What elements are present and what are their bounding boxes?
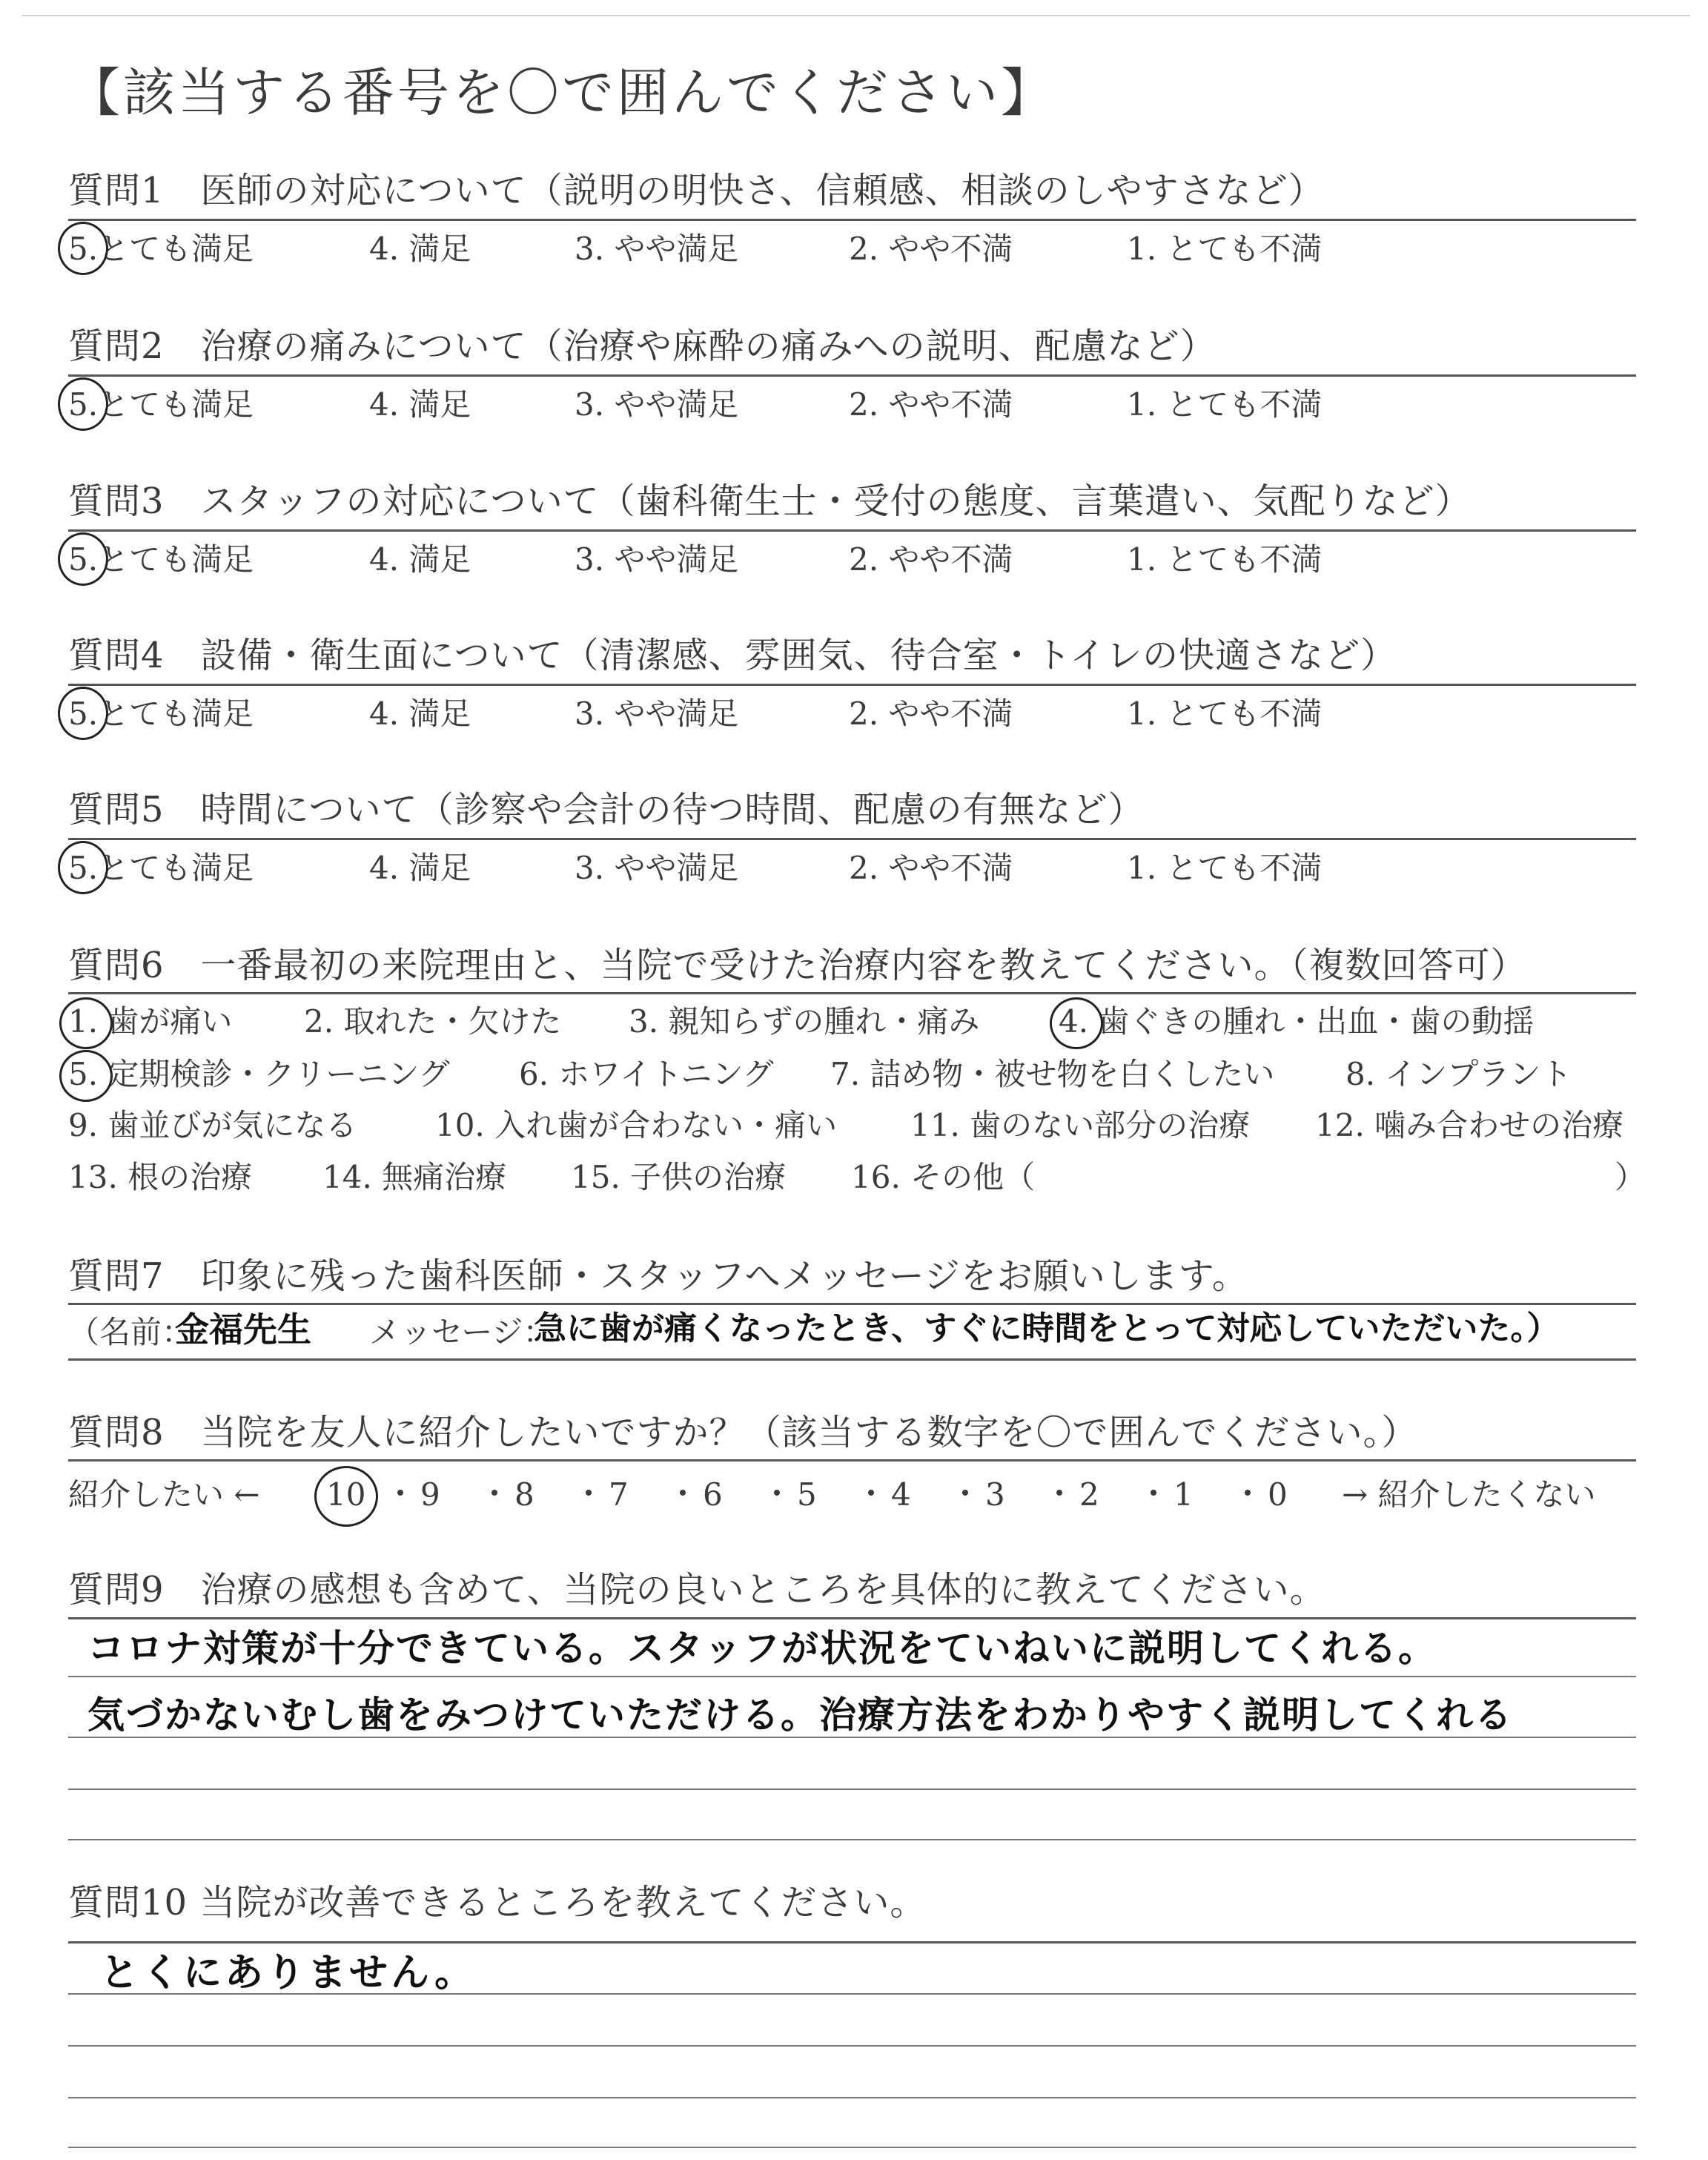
page-title: 【該当する番号を〇で囲んでください】 bbox=[68, 62, 1056, 123]
q8-right-label: → 紹介したくない bbox=[1342, 1476, 1596, 1513]
q7-name-value[interactable]: 金福先生 bbox=[175, 1309, 311, 1350]
q9-writing-line-4 bbox=[68, 1839, 1636, 1840]
q5-option-2[interactable]: 2. やや不満 bbox=[849, 850, 1013, 886]
q8-scale-3[interactable]: 3 bbox=[985, 1476, 1005, 1513]
q8-scale-4[interactable]: 4 bbox=[891, 1476, 911, 1513]
q6-option-14[interactable]: 14. 無痛治療 bbox=[322, 1159, 507, 1195]
q8-selection-circle bbox=[314, 1466, 378, 1527]
q1-option-3[interactable]: 3. やや満足 bbox=[575, 231, 739, 267]
q8-scale-7[interactable]: 7 bbox=[609, 1476, 629, 1513]
q6-option-10[interactable]: 10. 入れ歯が合わない・痛い bbox=[435, 1107, 838, 1143]
q3-option-1[interactable]: 1. とても不満 bbox=[1127, 541, 1323, 578]
q5-selection-circle bbox=[58, 841, 108, 894]
q6-option-9[interactable]: 9. 歯並びが気になる bbox=[68, 1107, 357, 1143]
q8-scale-1[interactable]: 1 bbox=[1174, 1476, 1194, 1513]
q6-option-6[interactable]: 6. ホワイトニング bbox=[519, 1056, 774, 1092]
q1-option-4[interactable]: 4. 満足 bbox=[369, 231, 471, 267]
q3-option-3[interactable]: 3. やや満足 bbox=[575, 541, 739, 578]
q3-selection-circle bbox=[58, 532, 108, 586]
q3-label: 質問3 スタッフの対応について（歯科衛生士・受付の態度、言葉遣い、気配りなど） bbox=[68, 480, 1472, 522]
q1-option-2[interactable]: 2. やや不満 bbox=[849, 231, 1013, 267]
q7-message-value[interactable]: 急に歯が痛くなったとき、すぐに時間をとって対応していただいた。） bbox=[534, 1309, 1560, 1347]
q8-scale-separator bbox=[868, 1490, 874, 1496]
q6-option-3[interactable]: 3. 親知らずの腫れ・痛み bbox=[629, 1003, 980, 1040]
q5-label: 質問5 時間について（診察や会計の待つ時間、配慮の有無など） bbox=[68, 789, 1145, 830]
q8-left-label: 紹介したい ← bbox=[68, 1476, 260, 1513]
q9-answer-line-1[interactable]: コロナ対策が十分できている。スタッフが状況をていねいに説明してくれる。 bbox=[87, 1627, 1437, 1670]
q2-underline bbox=[68, 374, 1636, 377]
q2-selection-circle bbox=[58, 377, 108, 431]
q6-label: 質問6 一番最初の来院理由と、当院で受けた治療内容を教えてください。（複数回答可） bbox=[68, 945, 1527, 986]
q5-option-5[interactable]: 5.とても満足 bbox=[68, 850, 254, 886]
q3-underline bbox=[68, 529, 1636, 532]
q10-label: 質問10 当院が改善できるところを教えてください。 bbox=[68, 1882, 927, 1923]
q4-underline bbox=[68, 684, 1636, 686]
q6-option-13[interactable]: 13. 根の治療 bbox=[68, 1159, 253, 1195]
q8-scale-separator bbox=[397, 1490, 403, 1496]
q6-option-4[interactable]: 4. 歯ぐきの腫れ・出血・歯の動揺 bbox=[1059, 1003, 1535, 1040]
q7-answer-line bbox=[68, 1358, 1636, 1361]
q4-option-5[interactable]: 5.とても満足 bbox=[68, 696, 254, 732]
q6-selection-circle-4 bbox=[1050, 997, 1103, 1049]
q8-scale-separator bbox=[491, 1490, 497, 1496]
q10-writing-line-4 bbox=[68, 2147, 1636, 2148]
q10-writing-line-2 bbox=[68, 2045, 1636, 2047]
scan-edge bbox=[22, 15, 1690, 16]
q3-option-4[interactable]: 4. 満足 bbox=[369, 541, 471, 578]
q8-scale-8[interactable]: 8 bbox=[514, 1476, 534, 1513]
q4-option-3[interactable]: 3. やや満足 bbox=[575, 696, 739, 732]
q4-selection-circle bbox=[58, 687, 108, 740]
q8-scale-2[interactable]: 2 bbox=[1079, 1476, 1099, 1513]
q6-other-close: ） bbox=[1615, 1159, 1646, 1195]
q9-label: 質問9 治療の感想も含めて、当院の良いところを具体的に教えてください。 bbox=[68, 1569, 1326, 1611]
q8-scale-separator bbox=[586, 1490, 592, 1496]
q8-scale-9[interactable]: 9 bbox=[420, 1476, 440, 1513]
q8-scale-0[interactable]: 0 bbox=[1268, 1476, 1288, 1513]
q8-scale-separator bbox=[962, 1490, 968, 1496]
q5-option-3[interactable]: 3. やや満足 bbox=[575, 850, 739, 886]
q9-answer-line-2[interactable]: 気づかないむし歯をみつけていただける。治療方法をわかりやすく説明してくれる bbox=[87, 1694, 1513, 1737]
q9-writing-line-3 bbox=[68, 1789, 1636, 1790]
q2-option-1[interactable]: 1. とても不満 bbox=[1127, 386, 1323, 423]
q6-option-8[interactable]: 8. インプラント bbox=[1345, 1056, 1572, 1092]
q4-option-1[interactable]: 1. とても不満 bbox=[1127, 696, 1323, 732]
q8-scale-separator bbox=[680, 1490, 686, 1496]
q4-label: 質問4 設備・衛生面について（清潔感、雰囲気、待合室・トイレの快適さなど） bbox=[68, 635, 1397, 676]
q8-scale-6[interactable]: 6 bbox=[703, 1476, 723, 1513]
q1-underline bbox=[68, 219, 1636, 221]
q8-scale-separator bbox=[1245, 1490, 1251, 1496]
q9-writing-line-2 bbox=[68, 1737, 1636, 1738]
q6-underline bbox=[68, 992, 1636, 994]
q1-option-1[interactable]: 1. とても不満 bbox=[1127, 231, 1323, 267]
q3-option-2[interactable]: 2. やや不満 bbox=[849, 541, 1013, 578]
q7-message-label: メッセージ： bbox=[369, 1314, 555, 1350]
q10-answer-line-1[interactable]: とくにありません。 bbox=[100, 1951, 477, 1995]
q6-option-15[interactable]: 15. 子供の治療 bbox=[571, 1159, 787, 1195]
q7-label: 質問7 印象に残った歯科医師・スタッフへメッセージをお願いします。 bbox=[68, 1255, 1248, 1297]
q6-option-5[interactable]: 5. 定期検診・クリーニング bbox=[68, 1056, 450, 1092]
q10-writing-line-1 bbox=[68, 1993, 1636, 1995]
q5-option-1[interactable]: 1. とても不満 bbox=[1127, 850, 1323, 886]
q4-option-4[interactable]: 4. 満足 bbox=[369, 696, 471, 732]
q9-writing-line-1 bbox=[68, 1676, 1636, 1677]
q2-option-5[interactable]: 5.とても満足 bbox=[68, 386, 254, 423]
q6-selection-circle-1 bbox=[59, 997, 113, 1049]
q2-option-2[interactable]: 2. やや不満 bbox=[849, 386, 1013, 423]
q6-option-12[interactable]: 12. 噛み合わせの治療 bbox=[1315, 1107, 1624, 1143]
q1-label: 質問1 医師の対応について（説明の明快さ、信頼感、相談のしやすさなど） bbox=[68, 170, 1325, 211]
q8-label: 質問8 当院を友人に紹介したいですか？（該当する数字を〇で囲んでください。） bbox=[68, 1412, 1418, 1453]
q1-option-5[interactable]: 5.とても満足 bbox=[68, 231, 254, 267]
q8-underline bbox=[68, 1459, 1636, 1462]
q6-option-7[interactable]: 7. 詰め物・被せ物を白くしたい bbox=[830, 1056, 1275, 1092]
q2-option-4[interactable]: 4. 満足 bbox=[369, 386, 471, 423]
q8-scale-5[interactable]: 5 bbox=[797, 1476, 817, 1513]
q2-option-3[interactable]: 3. やや満足 bbox=[575, 386, 739, 423]
q8-scale-10[interactable]: 10 bbox=[326, 1476, 366, 1513]
q2-label: 質問2 治療の痛みについて（治療や麻酔の痛みへの説明、配慮など） bbox=[68, 326, 1217, 367]
q4-option-2[interactable]: 2. やや不満 bbox=[849, 696, 1013, 732]
q7-underline bbox=[68, 1303, 1636, 1305]
q5-option-4[interactable]: 4. 満足 bbox=[369, 850, 471, 886]
q10-underline bbox=[68, 1941, 1636, 1943]
q6-option-2[interactable]: 2. 取れた・欠けた bbox=[304, 1003, 562, 1040]
q8-scale-separator bbox=[774, 1490, 780, 1496]
q1-selection-circle bbox=[58, 222, 108, 275]
q6-selection-circle-5 bbox=[59, 1050, 113, 1102]
q7-name-label: （名前： bbox=[68, 1314, 193, 1350]
q10-writing-line-3 bbox=[68, 2097, 1636, 2098]
q6-option-1[interactable]: 1. 歯が痛い bbox=[68, 1003, 233, 1040]
q3-option-5[interactable]: 5.とても満足 bbox=[68, 541, 254, 578]
q8-scale-separator bbox=[1151, 1490, 1156, 1496]
q6-option-11[interactable]: 11. 歯のない部分の治療 bbox=[910, 1107, 1251, 1143]
q5-underline bbox=[68, 838, 1636, 840]
q6-option-16[interactable]: 16. その他（ bbox=[851, 1159, 1036, 1195]
q8-scale-separator bbox=[1056, 1490, 1062, 1496]
q9-underline bbox=[68, 1617, 1636, 1619]
